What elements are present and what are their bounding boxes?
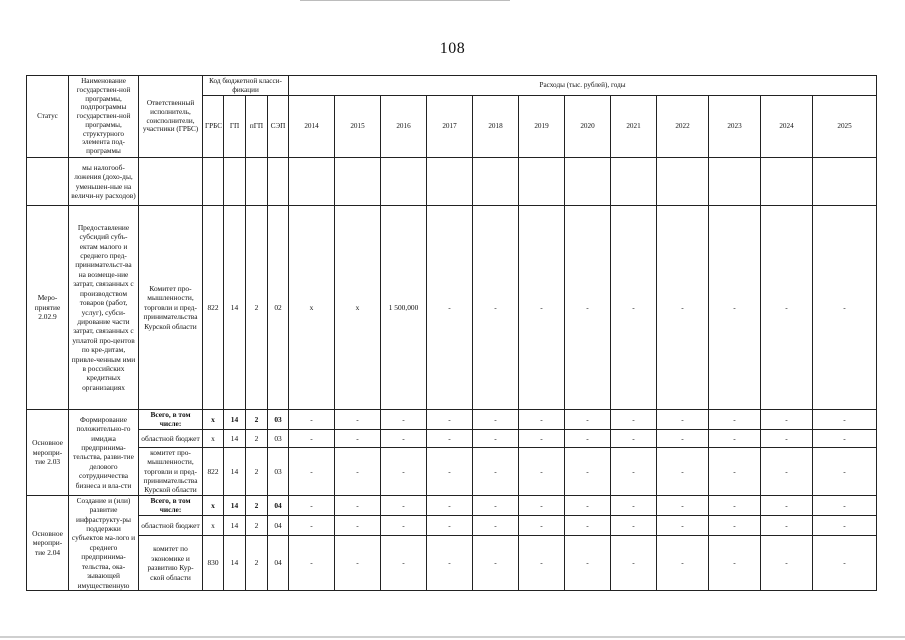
event-2-04-code-1-1: 14 bbox=[224, 516, 246, 536]
event-2-04-value-2-2020: - bbox=[565, 536, 611, 591]
event-2-02-9-code-3: 02 bbox=[268, 206, 289, 410]
event-2-03-value-1-2025: - bbox=[813, 429, 877, 447]
event-2-03-value-2-2018: - bbox=[473, 447, 519, 495]
event-2-03-code-2-2: 2 bbox=[246, 447, 268, 495]
scan-top-line bbox=[300, 0, 510, 1]
header-year-2017: 2017 bbox=[427, 96, 473, 158]
event-2-04-value-0-2021: - bbox=[611, 495, 657, 515]
header-year-2015: 2015 bbox=[335, 96, 381, 158]
event-2-03-value-2-2021: - bbox=[611, 447, 657, 495]
header-year-2016: 2016 bbox=[381, 96, 427, 158]
event-2-04-value-2-2022: - bbox=[657, 536, 709, 591]
header-expenses: Расходы (тыс. рублей), годы bbox=[289, 76, 877, 96]
event-2-03-value-1-2018: - bbox=[473, 429, 519, 447]
header-year-2020: 2020 bbox=[565, 96, 611, 158]
event-2-04-code-2-1: 14 bbox=[224, 536, 246, 591]
event-2-02-9-value-2025: - bbox=[813, 206, 877, 410]
event-2-04-value-1-2023: - bbox=[709, 516, 761, 536]
event-2-03-code-1-3: 03 bbox=[268, 429, 289, 447]
event-2-03-row-1 bbox=[27, 429, 877, 447]
event-2-04-code-2-2: 2 bbox=[246, 536, 268, 591]
event-2-03-value-2-2014: - bbox=[289, 447, 335, 495]
cont-empty-cell bbox=[427, 158, 473, 206]
cont-empty-cell bbox=[709, 158, 761, 206]
event-2-02-9-row bbox=[27, 206, 877, 410]
event-2-02-9-name: Предоставление субсидий субъ-ектам малого и среднего пред-принимательст-ва на возмеще-ние затрат, связанных с производством товаров (работ, услуг), субси-дирование части затрат, связанных с уплатой про-центов по кре-дитам, привле-ченным ими в российских кредитных организациях bbox=[69, 206, 139, 410]
event-2-03-value-1-2021: - bbox=[611, 429, 657, 447]
event-2-02-9-code-0: 822 bbox=[203, 206, 224, 410]
event-2-03-value-0-2014: - bbox=[289, 410, 335, 430]
header-budget-code: Код бюджетной класси-фикации bbox=[203, 76, 289, 96]
event-2-04-value-2-2025: - bbox=[813, 536, 877, 591]
event-2-03-value-0-2015: - bbox=[335, 410, 381, 430]
header-name: Наименование государствен-ной программы, подпрограммы государствен-ной программы, структурного элемента под-программы bbox=[69, 76, 139, 158]
cont-empty-cell bbox=[813, 158, 877, 206]
header-code-2: пГП bbox=[246, 96, 268, 158]
event-2-04-row-1 bbox=[27, 516, 877, 536]
header-status: Статус bbox=[27, 76, 69, 158]
event-2-04-value-1-2020: - bbox=[565, 516, 611, 536]
header-code-1: ГП bbox=[224, 96, 246, 158]
event-2-04-value-2-2017: - bbox=[427, 536, 473, 591]
event-2-03-row-0 bbox=[27, 410, 877, 430]
event-2-03-value-1-2015: - bbox=[335, 429, 381, 447]
cont-empty-cell bbox=[268, 158, 289, 206]
event-2-03-code-0-2: 2 bbox=[246, 410, 268, 430]
event-2-04-code-0-1: 14 bbox=[224, 495, 246, 515]
budget-table bbox=[26, 75, 877, 591]
event-2-02-9-value-2021: - bbox=[611, 206, 657, 410]
event-2-04-code-0-2: 2 bbox=[246, 495, 268, 515]
event-2-03-value-2-2016: - bbox=[381, 447, 427, 495]
event-2-03-value-1-2022: - bbox=[657, 429, 709, 447]
header-year-2023: 2023 bbox=[709, 96, 761, 158]
event-2-04-value-2-2019: - bbox=[519, 536, 565, 591]
event-2-04-value-1-2017: - bbox=[427, 516, 473, 536]
event-2-03-value-2-2023: - bbox=[709, 447, 761, 495]
event-2-04-value-1-2024: - bbox=[761, 516, 813, 536]
cont-empty-cell bbox=[139, 158, 203, 206]
event-2-03-code-1-2: 2 bbox=[246, 429, 268, 447]
event-2-02-9-value-2016: 1 500,000 bbox=[381, 206, 427, 410]
event-2-03-value-0-2022: - bbox=[657, 410, 709, 430]
event-2-02-9-value-2018: - bbox=[473, 206, 519, 410]
event-2-04-code-0-3: 04 bbox=[268, 495, 289, 515]
event-2-03-value-1-2023: - bbox=[709, 429, 761, 447]
event-2-03-code-1-0: х bbox=[203, 429, 224, 447]
event-2-03-value-0-2016: - bbox=[381, 410, 427, 430]
continuation-row bbox=[27, 158, 877, 206]
event-2-04-value-1-2014: - bbox=[289, 516, 335, 536]
event-2-03-code-0-1: 14 bbox=[224, 410, 246, 430]
event-2-04-value-2-2014: - bbox=[289, 536, 335, 591]
event-2-03-value-0-2021: - bbox=[611, 410, 657, 430]
page-number: 108 bbox=[439, 40, 466, 57]
event-2-03-status: Основное меропри-тие 2.03 bbox=[27, 410, 69, 496]
event-2-04-value-0-2022: - bbox=[657, 495, 709, 515]
header-responsible: Ответственный исполнитель, соисполнители, участники (ГРБС) bbox=[139, 76, 203, 158]
event-2-04-code-1-0: х bbox=[203, 516, 224, 536]
cont-empty-cell bbox=[246, 158, 268, 206]
event-2-03-code-1-1: 14 bbox=[224, 429, 246, 447]
event-2-03-value-1-2017: - bbox=[427, 429, 473, 447]
event-2-04-value-2-2023: - bbox=[709, 536, 761, 591]
event-2-04-value-0-2014: - bbox=[289, 495, 335, 515]
event-2-03-code-0-0: х bbox=[203, 410, 224, 430]
event-2-04-row-2 bbox=[27, 536, 877, 591]
event-2-04-value-0-2023: - bbox=[709, 495, 761, 515]
event-2-04-value-1-2015: - bbox=[335, 516, 381, 536]
cont-empty-cell bbox=[519, 158, 565, 206]
header-code-0: ГРБС bbox=[203, 96, 224, 158]
event-2-03-value-1-2024: - bbox=[761, 429, 813, 447]
event-2-04-value-1-2019: - bbox=[519, 516, 565, 536]
event-2-03-code-2-3: 03 bbox=[268, 447, 289, 495]
event-2-04-value-1-2022: - bbox=[657, 516, 709, 536]
event-2-04-value-0-2025: - bbox=[813, 495, 877, 515]
event-2-04-value-0-2020: - bbox=[565, 495, 611, 515]
cont-empty-cell bbox=[289, 158, 335, 206]
event-2-02-9-value-2015: х bbox=[335, 206, 381, 410]
event-2-03-value-1-2020: - bbox=[565, 429, 611, 447]
event-2-02-9-value-2023: - bbox=[709, 206, 761, 410]
header-year-2025: 2025 bbox=[813, 96, 877, 158]
header-year-2014: 2014 bbox=[289, 96, 335, 158]
event-2-03-value-2-2019: - bbox=[519, 447, 565, 495]
event-2-04-status: Основное меропри-тие 2.04 bbox=[27, 495, 69, 590]
event-2-04-value-1-2018: - bbox=[473, 516, 519, 536]
event-2-03-value-0-2018: - bbox=[473, 410, 519, 430]
event-2-04-value-0-2018: - bbox=[473, 495, 519, 515]
event-2-04-code-2-3: 04 bbox=[268, 536, 289, 591]
cont-empty-cell bbox=[657, 158, 709, 206]
cont-name: мы налогооб-ложения (дохо-ды, уменьшен-ные на величи-ну расходов) bbox=[69, 158, 139, 206]
header-year-2022: 2022 bbox=[657, 96, 709, 158]
cont-empty-cell bbox=[381, 158, 427, 206]
event-2-03-value-0-2023: - bbox=[709, 410, 761, 430]
event-2-03-value-0-2025: - bbox=[813, 410, 877, 430]
event-2-02-9-code-2: 2 bbox=[246, 206, 268, 410]
event-2-04-value-0-2017: - bbox=[427, 495, 473, 515]
event-2-02-9-responsible: Комитет про-мышленности, торговли и пред-принимательства Курской области bbox=[139, 206, 203, 410]
cont-empty-cell bbox=[761, 158, 813, 206]
cont-empty-cell bbox=[611, 158, 657, 206]
header-year-2019: 2019 bbox=[519, 96, 565, 158]
event-2-04-value-2-2018: - bbox=[473, 536, 519, 591]
event-2-03-value-1-2019: - bbox=[519, 429, 565, 447]
event-2-03-responsible-2: комитет про-мышленности, торговли и пред-принимательства Курской области bbox=[139, 447, 203, 495]
event-2-04-code-1-3: 04 bbox=[268, 516, 289, 536]
event-2-03-value-0-2019: - bbox=[519, 410, 565, 430]
event-2-03-value-0-2020: - bbox=[565, 410, 611, 430]
event-2-03-value-2-2022: - bbox=[657, 447, 709, 495]
event-2-02-9-value-2022: - bbox=[657, 206, 709, 410]
event-2-03-value-0-2024: - bbox=[761, 410, 813, 430]
header-year-2018: 2018 bbox=[473, 96, 519, 158]
event-2-04-value-0-2016: - bbox=[381, 495, 427, 515]
scan-bottom-line bbox=[0, 636, 905, 638]
header-year-2021: 2021 bbox=[611, 96, 657, 158]
event-2-04-value-2-2021: - bbox=[611, 536, 657, 591]
event-2-04-value-0-2015: - bbox=[335, 495, 381, 515]
event-2-02-9-status: Меро-приятие 2.02.9 bbox=[27, 206, 69, 410]
event-2-04-value-2-2015: - bbox=[335, 536, 381, 591]
event-2-04-value-1-2016: - bbox=[381, 516, 427, 536]
cont-empty-cell bbox=[565, 158, 611, 206]
cont-empty-cell bbox=[335, 158, 381, 206]
event-2-02-9-code-1: 14 bbox=[224, 206, 246, 410]
event-2-03-value-1-2014: - bbox=[289, 429, 335, 447]
event-2-02-9-value-2024: - bbox=[761, 206, 813, 410]
event-2-02-9-value-2020: - bbox=[565, 206, 611, 410]
header-row-top bbox=[27, 76, 877, 96]
event-2-03-value-2-2020: - bbox=[565, 447, 611, 495]
cont-empty-cell bbox=[224, 158, 246, 206]
event-2-02-9-value-2019: - bbox=[519, 206, 565, 410]
event-2-04-responsible-0: Всего, в том числе: bbox=[139, 495, 203, 515]
cont-empty-cell bbox=[473, 158, 519, 206]
event-2-03-name: Формирование положительно-го имиджа предпринима-тельства, разви-тие делового сотрудничества бизнеса и вла-сти bbox=[69, 410, 139, 496]
event-2-03-code-0-3: 03 bbox=[268, 410, 289, 430]
event-2-04-row-0 bbox=[27, 495, 877, 515]
header-code-3: СЭП bbox=[268, 96, 289, 158]
header-year-2024: 2024 bbox=[761, 96, 813, 158]
event-2-04-name: Создание и (или) развитие инфраструкту-ры поддержки субъектов ма-лого и среднего предпринима-тельства, ока-зывающей имущественную bbox=[69, 495, 139, 590]
event-2-04-code-2-0: 830 bbox=[203, 536, 224, 591]
event-2-04-value-2-2016: - bbox=[381, 536, 427, 591]
event-2-03-code-2-1: 14 bbox=[224, 447, 246, 495]
event-2-04-code-0-0: х bbox=[203, 495, 224, 515]
event-2-03-row-2 bbox=[27, 447, 877, 495]
event-2-04-value-1-2025: - bbox=[813, 516, 877, 536]
event-2-04-responsible-2: комитет по экономике и развитию Кур-ской области bbox=[139, 536, 203, 591]
event-2-03-value-2-2015: - bbox=[335, 447, 381, 495]
event-2-04-value-0-2019: - bbox=[519, 495, 565, 515]
event-2-04-value-1-2021: - bbox=[611, 516, 657, 536]
event-2-03-value-1-2016: - bbox=[381, 429, 427, 447]
event-2-03-value-2-2025: - bbox=[813, 447, 877, 495]
event-2-02-9-value-2014: х bbox=[289, 206, 335, 410]
cont-empty-cell bbox=[203, 158, 224, 206]
event-2-04-value-0-2024: - bbox=[761, 495, 813, 515]
event-2-03-responsible-0: Всего, в том числе: bbox=[139, 410, 203, 430]
event-2-04-responsible-1: областной бюджет bbox=[139, 516, 203, 536]
event-2-03-value-2-2024: - bbox=[761, 447, 813, 495]
event-2-03-value-0-2017: - bbox=[427, 410, 473, 430]
event-2-04-value-2-2024: - bbox=[761, 536, 813, 591]
event-2-03-value-2-2017: - bbox=[427, 447, 473, 495]
event-2-03-responsible-1: областной бюджет bbox=[139, 429, 203, 447]
event-2-02-9-value-2017: - bbox=[427, 206, 473, 410]
cont-status bbox=[27, 158, 69, 206]
event-2-03-code-2-0: 822 bbox=[203, 447, 224, 495]
event-2-04-code-1-2: 2 bbox=[246, 516, 268, 536]
